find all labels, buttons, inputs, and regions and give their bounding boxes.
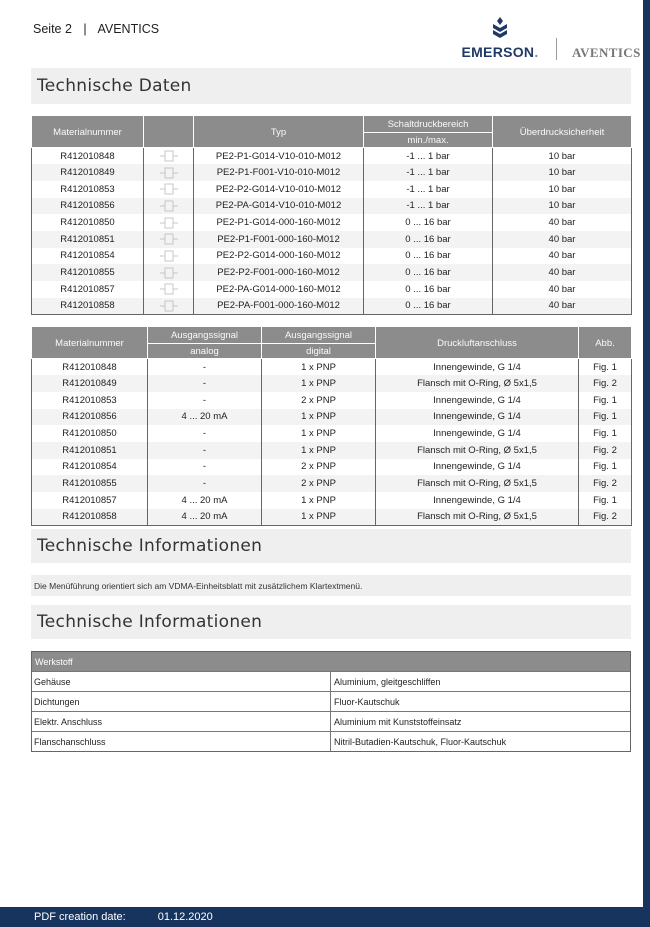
col-header-figure: Abb.: [579, 327, 632, 359]
cell-material: R412010855: [32, 475, 148, 492]
footer-date: 01.12.2020: [157, 911, 213, 923]
cell-overpressure: 40 bar: [493, 248, 632, 265]
cell-material: R412010850: [32, 425, 148, 442]
cell-overpressure: 10 bar: [493, 198, 632, 215]
cell-figure: Fig. 1: [579, 492, 632, 509]
page-number: 2: [64, 22, 72, 36]
cell-connection: Innengewinde, G 1/4: [376, 459, 579, 476]
table-row: [32, 248, 632, 265]
header-separator: |: [83, 22, 87, 36]
sensor-thumbnail-icon: [158, 283, 180, 295]
sensor-thumbnail-icon: [158, 217, 180, 229]
cell-figure: Fig. 1: [579, 359, 632, 376]
section-heading-technical-data: [31, 68, 631, 104]
cell-analog: -: [148, 475, 262, 492]
cell-type: PE2-P1-F001-000-160-M012: [194, 231, 364, 248]
cell-connection: Flansch mit O-Ring, Ø 5x1,5: [376, 442, 579, 459]
cell-digital: 1 x PNP: [262, 359, 376, 376]
materials-table: [31, 651, 631, 752]
cell-connection: Flansch mit O-Ring, Ø 5x1,5: [376, 509, 579, 526]
page-header: [33, 22, 159, 36]
cell-analog: 4 ... 20 mA: [148, 409, 262, 426]
sensor-thumbnail-icon: [158, 200, 180, 212]
table-row: [32, 691, 630, 711]
cell-range: 0 ... 16 bar: [364, 214, 493, 231]
emerson-wordmark: EMERSON: [461, 44, 535, 60]
cell-connection: Innengewinde, G 1/4: [376, 425, 579, 442]
cell-connection: Innengewinde, G 1/4: [376, 409, 579, 426]
cell-material: R412010857: [32, 492, 148, 509]
material-value: Fluor-Kautschuk: [334, 696, 400, 707]
table-row: [32, 459, 632, 476]
cell-material: R412010849: [32, 375, 148, 392]
cell-material: R412010858: [32, 509, 148, 526]
cell-analog: -: [148, 425, 262, 442]
table-row: [32, 214, 632, 231]
cell-digital: 1 x PNP: [262, 509, 376, 526]
table-row: [32, 281, 632, 298]
product-thumbnail: [144, 248, 194, 265]
table-row: [32, 198, 632, 215]
cell-material: R412010848: [32, 359, 148, 376]
cell-connection: Flansch mit O-Ring, Ø 5x1,5: [376, 475, 579, 492]
cell-overpressure: 40 bar: [493, 231, 632, 248]
cell-material: R412010853: [32, 392, 148, 409]
cell-connection: Flansch mit O-Ring, Ø 5x1,5: [376, 375, 579, 392]
cell-overpressure: 40 bar: [493, 264, 632, 281]
section-title: Technische Informationen: [37, 612, 263, 632]
page-label: Seite: [33, 22, 62, 36]
col-header-type: Typ: [194, 116, 364, 148]
product-thumbnail: [144, 231, 194, 248]
section-heading-technical-info: [31, 529, 631, 563]
cell-connection: Innengewinde, G 1/4: [376, 492, 579, 509]
table-row: [32, 148, 632, 165]
emerson-wordmark-dot: .: [534, 44, 539, 60]
table-row: [32, 492, 632, 509]
cell-material: R412010854: [32, 459, 148, 476]
sensor-thumbnail-icon: [158, 150, 180, 162]
cell-figure: Fig. 1: [579, 425, 632, 442]
cell-analog: -: [148, 359, 262, 376]
cell-type: PE2-P2-F001-000-160-M012: [194, 264, 364, 281]
cell-range: 0 ... 16 bar: [364, 248, 493, 265]
cell-digital: 1 x PNP: [262, 492, 376, 509]
product-thumbnail: [144, 298, 194, 315]
col-header-digital-sub: digital: [262, 344, 376, 359]
table-row: [32, 392, 632, 409]
cell-figure: Fig. 2: [579, 475, 632, 492]
cell-digital: 1 x PNP: [262, 409, 376, 426]
cell-material: R412010853: [32, 181, 144, 198]
cell-figure: Fig. 1: [579, 459, 632, 476]
table-row: [32, 231, 632, 248]
table-row: [32, 671, 630, 691]
cell-analog: -: [148, 459, 262, 476]
sensor-thumbnail-icon: [158, 267, 180, 279]
cell-material: R412010851: [32, 231, 144, 248]
cell-range: 0 ... 16 bar: [364, 298, 493, 315]
col-header-material: Materialnummer: [32, 116, 144, 148]
cell-type: PE2-PA-G014-000-160-M012: [194, 281, 364, 298]
cell-figure: Fig. 2: [579, 442, 632, 459]
table-row: [32, 164, 632, 181]
table-row: [32, 375, 632, 392]
cell-type: PE2-PA-F001-000-160-M012: [194, 298, 364, 315]
page-footer: [0, 907, 650, 927]
emerson-mark-icon: [489, 16, 511, 42]
cell-material: R412010857: [32, 281, 144, 298]
info-text: [31, 575, 631, 596]
cell-type: PE2-P1-F001-V10-010-M012: [194, 164, 364, 181]
logo-divider: [556, 38, 557, 60]
material-key: Elektr. Anschluss: [32, 712, 331, 731]
signal-connection-table: [31, 326, 632, 526]
product-thumbnail: [144, 214, 194, 231]
cell-material: R412010848: [32, 148, 144, 165]
aventics-logo: AVENTICS: [572, 45, 641, 60]
cell-type: PE2-PA-G014-V10-010-M012: [194, 198, 364, 215]
emerson-logo: [454, 16, 546, 62]
col-header-air-connection: Druckluftanschluss: [376, 327, 579, 359]
material-value: Aluminium, gleitgeschliffen: [334, 676, 441, 687]
product-thumbnail: [144, 281, 194, 298]
col-header-digital-signal: Ausgangssignal: [262, 327, 376, 344]
cell-digital: 2 x PNP: [262, 475, 376, 492]
materials-title: Werkstoff: [35, 656, 73, 667]
cell-range: -1 ... 1 bar: [364, 164, 493, 181]
cell-material: R412010849: [32, 164, 144, 181]
cell-analog: 4 ... 20 mA: [148, 492, 262, 509]
table-row: [32, 298, 632, 315]
technical-data-table: [31, 115, 632, 315]
cell-overpressure: 40 bar: [493, 281, 632, 298]
cell-range: 0 ... 16 bar: [364, 231, 493, 248]
section-title: Technische Informationen: [37, 536, 263, 556]
material-key: Gehäuse: [32, 672, 331, 691]
table-row: [32, 181, 632, 198]
cell-analog: -: [148, 375, 262, 392]
cell-figure: Fig. 1: [579, 409, 632, 426]
col-header-analog-signal: Ausgangssignal: [148, 327, 262, 344]
cell-range: 0 ... 16 bar: [364, 264, 493, 281]
cell-overpressure: 40 bar: [493, 298, 632, 315]
table-row: [32, 442, 632, 459]
cell-digital: 2 x PNP: [262, 459, 376, 476]
page-edge-bar: [643, 0, 650, 927]
cell-analog: 4 ... 20 mA: [148, 509, 262, 526]
col-header-pressure-range-sub: min./max.: [364, 133, 493, 148]
cell-material: R412010855: [32, 264, 144, 281]
cell-analog: -: [148, 442, 262, 459]
material-key: Flanschanschluss: [32, 732, 331, 751]
col-header-analog-sub: analog: [148, 344, 262, 359]
cell-digital: 1 x PNP: [262, 425, 376, 442]
col-header-pressure-range: Schaltdruckbereich: [364, 116, 493, 133]
product-thumbnail: [144, 148, 194, 165]
menu-info-text: Die Menüführung orientiert sich am VDMA-Einheitsblatt mit zusätzlichem Klartextmenü.: [34, 580, 363, 591]
product-thumbnail: [144, 198, 194, 215]
cell-digital: 2 x PNP: [262, 392, 376, 409]
sensor-thumbnail-icon: [158, 167, 180, 179]
product-thumbnail: [144, 164, 194, 181]
header-brand: AVENTICS: [97, 22, 160, 36]
table-row: [32, 475, 632, 492]
cell-type: PE2-P2-G014-000-160-M012: [194, 248, 364, 265]
section-title: Technische Daten: [37, 76, 192, 96]
sensor-thumbnail-icon: [158, 183, 180, 195]
cell-range: -1 ... 1 bar: [364, 198, 493, 215]
cell-type: PE2-P1-G014-V10-010-M012: [194, 148, 364, 165]
table-row: [32, 425, 632, 442]
cell-range: -1 ... 1 bar: [364, 181, 493, 198]
material-value: Nitril-Butadien-Kautschuk, Fluor-Kautschuk: [334, 736, 507, 747]
cell-material: R412010850: [32, 214, 144, 231]
sensor-thumbnail-icon: [158, 250, 180, 262]
materials-header: [32, 652, 630, 671]
cell-range: 0 ... 16 bar: [364, 281, 493, 298]
material-value: Aluminium mit Kunststoffeinsatz: [334, 716, 462, 727]
cell-connection: Innengewinde, G 1/4: [376, 392, 579, 409]
cell-overpressure: 10 bar: [493, 148, 632, 165]
cell-material: R412010851: [32, 442, 148, 459]
table-row: [32, 409, 632, 426]
table-row: [32, 359, 632, 376]
cell-figure: Fig. 2: [579, 375, 632, 392]
cell-overpressure: 10 bar: [493, 164, 632, 181]
cell-analog: -: [148, 392, 262, 409]
table-row: [32, 509, 632, 526]
cell-type: PE2-P2-G014-V10-010-M012: [194, 181, 364, 198]
cell-material: R412010854: [32, 248, 144, 265]
cell-overpressure: 10 bar: [493, 181, 632, 198]
table-row: [32, 731, 630, 751]
cell-type: PE2-P1-G014-000-160-M012: [194, 214, 364, 231]
cell-digital: 1 x PNP: [262, 442, 376, 459]
col-header-material: Materialnummer: [32, 327, 148, 359]
material-key: Dichtungen: [32, 692, 331, 711]
cell-overpressure: 40 bar: [493, 214, 632, 231]
cell-figure: Fig. 2: [579, 509, 632, 526]
product-thumbnail: [144, 264, 194, 281]
product-thumbnail: [144, 181, 194, 198]
cell-digital: 1 x PNP: [262, 375, 376, 392]
col-header-overpressure: Überdrucksicherheit: [493, 116, 632, 148]
cell-material: R412010858: [32, 298, 144, 315]
col-header-image: [144, 116, 194, 148]
cell-material: R412010856: [32, 198, 144, 215]
sensor-thumbnail-icon: [158, 300, 180, 312]
section-heading-technical-info-materials: [31, 605, 631, 639]
cell-material: R412010856: [32, 409, 148, 426]
table-row: [32, 264, 632, 281]
table-row: [32, 711, 630, 731]
cell-figure: Fig. 1: [579, 392, 632, 409]
footer-label: PDF creation date:: [34, 911, 126, 923]
cell-connection: Innengewinde, G 1/4: [376, 359, 579, 376]
cell-range: -1 ... 1 bar: [364, 148, 493, 165]
sensor-thumbnail-icon: [158, 233, 180, 245]
